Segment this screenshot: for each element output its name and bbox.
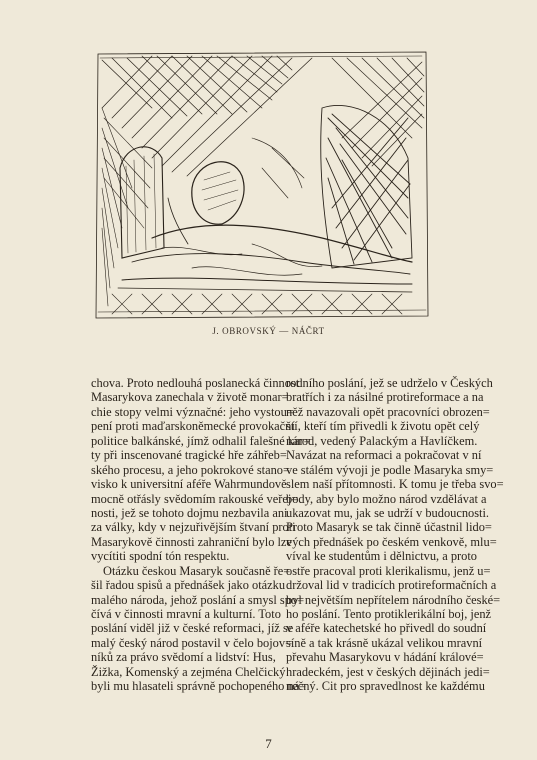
text-line: ukazovat mu, jak se udrží v budoucnosti. xyxy=(286,505,490,520)
text-line: Masarykově činnosti zahraniční bylo lze xyxy=(91,534,292,549)
text-line: níků za právo svědomí a lidství: Hus, xyxy=(91,650,276,665)
text-line: nosti, jež se tohoto dojmu nezbavila ani xyxy=(91,505,288,520)
text-line: Navázat na reformaci a pokračovat v ní xyxy=(286,448,482,463)
text-line: visko k universitní aféře Wahrmundově xyxy=(91,477,287,492)
text-column-right xyxy=(286,376,504,694)
text-line: bratřích i za násilné protireformace a na xyxy=(286,390,484,405)
text-line: byli mu hlasateli správně pochopeného ná= xyxy=(91,679,307,694)
text-line: mocně otřásly svědomím rakouské veřej= xyxy=(91,491,299,506)
text-line: ve stálém vývoji je podle Masaryka smy= xyxy=(286,462,494,477)
text-line: Otázku českou Masaryk současně ře= xyxy=(103,563,291,578)
text-line: poslání viděl již v české reformaci, jíž se xyxy=(91,621,294,636)
text-line: ho poslání. Tento protiklerikální boj, jenž xyxy=(286,607,492,621)
text-line: slem naší přítomnosti. K tomu je třeba svo= xyxy=(286,477,504,492)
text-line: chie stopy velmi význačné: jeho vystou= xyxy=(91,404,294,419)
text-line: byl největším nepřítelem národního české= xyxy=(286,592,501,607)
text-line: víval ke studentům i dělnictvu, a proto xyxy=(286,549,477,564)
text-line: vých přednášek po českém venkově, mlu= xyxy=(286,534,497,549)
text-line: ští, kteří tím přivedli k životu opět celý xyxy=(286,419,480,434)
text-line: body, aby bylo možno národ vzdělávat a xyxy=(286,491,487,506)
text-column-left xyxy=(91,376,311,694)
text-line: čívá v činnosti mravní a kulturní. Toto xyxy=(91,607,281,621)
text-line: převahu Masarykovu v hádání králové= xyxy=(286,650,484,665)
text-line: ského procesu, a jeho pokrokové stano= xyxy=(91,462,290,477)
text-line: politice balkánské, jímž odhalil falešné kar= xyxy=(91,433,311,448)
text-line: vycítiti spodní tón respektu. xyxy=(91,549,230,564)
text-line: za války, kdy v nejzuřivějším štvaní proti xyxy=(91,520,296,535)
text-line: hradeckém, jest v českých dějinách jedi= xyxy=(286,664,490,679)
text-line: ty při inscenované tragické hře záhřeb= xyxy=(91,448,287,463)
text-line: Masarykova zanechala v životě monar= xyxy=(91,390,289,405)
text-line: Žižka, Komenský a zejména Chelčický xyxy=(91,664,286,679)
text-line: ostře pracoval proti klerikalismu, jenž u= xyxy=(286,563,491,578)
text-line: rodního poslání, jež se udrželo v Českých xyxy=(286,376,493,390)
sketch-illustration xyxy=(92,48,432,320)
text-line: chova. Proto nedlouhá poslanecká činnost xyxy=(91,376,300,390)
text-line: v aféře katechetské ho přivedl do soudní xyxy=(286,621,487,636)
text-line: pení proti maďarskoněmecké provokační xyxy=(91,419,295,434)
text-line: šil řadou spisů a přednášek jako otázku xyxy=(91,578,286,593)
text-line: síně a tak krásně ukázal velikou mravní xyxy=(286,635,483,650)
page-number: 7 xyxy=(265,736,272,751)
text-line: malého národa, jehož poslání a smysl spo= xyxy=(91,592,305,607)
text-line: držoval lid v tradicích protireformačních a xyxy=(286,578,497,593)
text-line: malý český národ postavil v čelo bojov= xyxy=(91,635,293,650)
text-line: národ, vedený Palackým a Havlíčkem. xyxy=(286,433,478,448)
text-line: něž navazovali opět pracovníci obrozen= xyxy=(286,404,490,419)
text-line: Proto Masaryk se tak činně účastnil lido= xyxy=(286,520,492,535)
illustration-caption: J. OBROVSKÝ — NÁČRT xyxy=(212,326,325,336)
text-line: nečný. Cit pro spravedlnost ke každému xyxy=(286,679,485,694)
